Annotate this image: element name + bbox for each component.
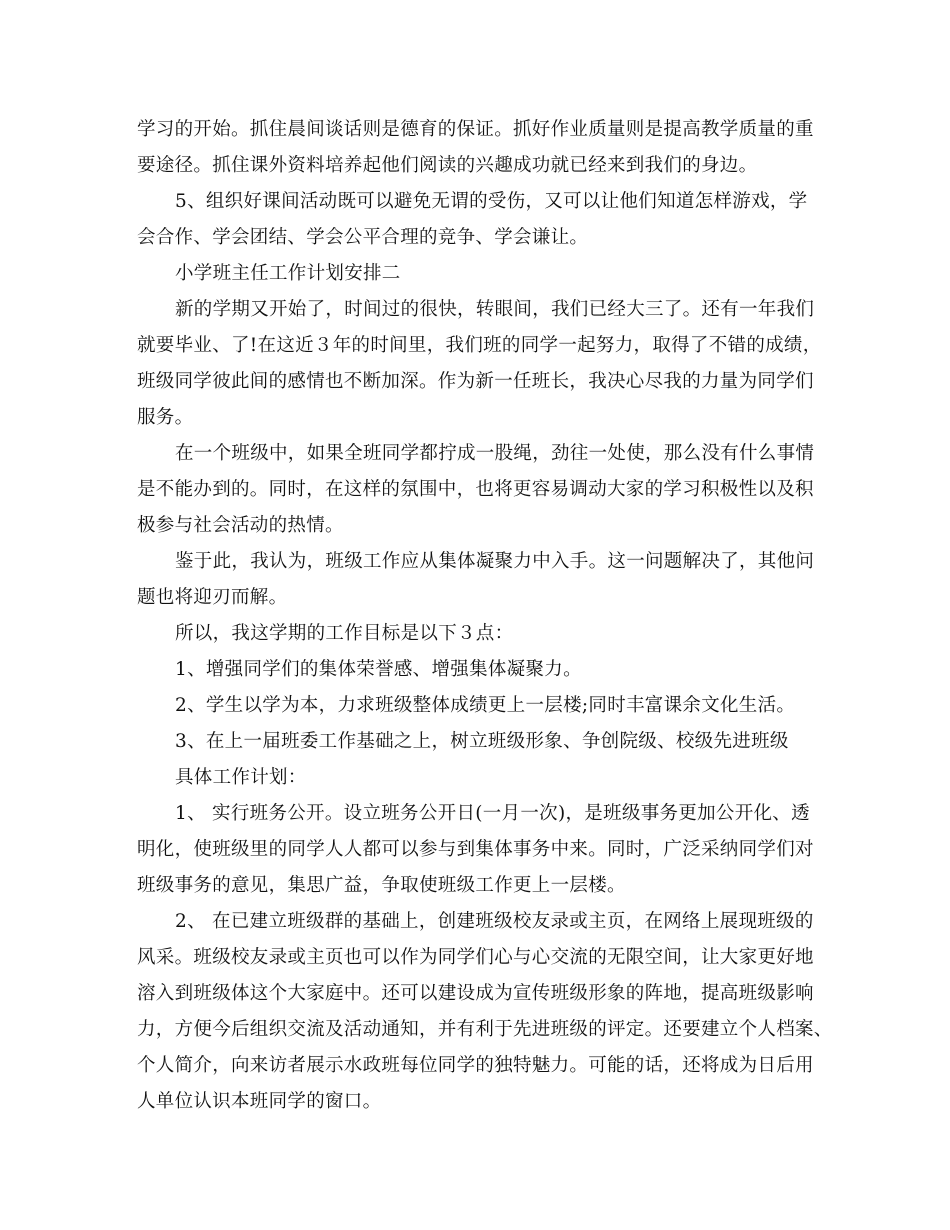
text-line: 所以，我这学期的工作目标是以下３点： <box>175 623 514 644</box>
text-line: 服务。 <box>137 407 194 428</box>
list-item: 2、 在已建立班级群的基础上，创建班级校友录或主页，在网络上展现班级的 <box>175 911 814 932</box>
text-line: 明化，使班级里的同学人人都可以参与到集体事务中来。同时，广泛采纳同学们对 <box>137 839 814 860</box>
text-line: 班级同学彼此间的感情也不断加深。作为新一任班长，我决心尽我的力量为同学们 <box>137 371 814 392</box>
text-line: 人单位认识本班同学的窗口。 <box>137 1091 382 1112</box>
text-line: 个人简介，向来访者展示水政班每位同学的独特魅力。可能的话，还将成为日后用 <box>137 1055 814 1076</box>
text-line: 题也将迎刃而解。 <box>137 587 288 608</box>
text-line: 5、组织好课间活动既可以避免无谓的受伤，又可以让他们知道怎样游戏，学 <box>175 191 808 212</box>
text-line: 风采。班级校友录或主页也可以作为同学们心与心交流的无限空间，让大家更好地 <box>137 947 814 968</box>
text-line: 学习的开始。抓住晨间谈话则是德育的保证。抓好作业质量则是提高教学质量的重 <box>137 119 814 140</box>
text-line: 溶入到班级体这个大家庭中。还可以建设成为宣传班级形象的阵地，提高班级影响 <box>137 983 814 1004</box>
list-item: 1、 实行班务公开。设立班务公开日(一月一次)，是班级事务更加公开化、透 <box>175 803 810 824</box>
text-line: 是不能办到的。同时，在这样的氛围中，也将更容易调动大家的学习积极性以及积 <box>137 479 814 500</box>
text-line: 鉴于此，我认为，班级工作应从集体凝聚力中入手。这一问题解决了，其他问 <box>175 551 815 572</box>
text-line: 新的学期又开始了，时间过的很快，转眼间，我们已经大三了。还有一年我们 <box>175 299 815 320</box>
list-item: 3、在上一届班委工作基础之上，树立班级形象、争创院级、校级先进班级 <box>175 731 789 752</box>
text-line: 力，方便今后组织交流及活动通知，并有利于先进班级的评定。还要建立个人档案、 <box>137 1019 833 1040</box>
text-line: 班级事务的意见，集思广益，争取使班级工作更上一层楼。 <box>137 875 626 896</box>
list-item: 1、增强同学们的集体荣誉感、增强集体凝聚力。 <box>175 659 582 680</box>
section-heading: 小学班主任工作计划安排二 <box>175 263 401 284</box>
text-line: 要途径。抓住课外资料培养起他们阅读的兴趣成功就已经来到我们的身边。 <box>137 155 758 176</box>
text-line: 会合作、学会团结、学会公平合理的竞争、学会谦让。 <box>137 227 589 248</box>
text-line: 具体工作计划： <box>175 767 307 788</box>
text-line: 在一个班级中，如果全班同学都拧成一股绳，劲往一处使，那么没有什么事情 <box>175 443 815 464</box>
text-line: 极参与社会活动的热情。 <box>137 515 344 536</box>
text-line: 就要毕业、了!在这近３年的时间里，我们班的同学一起努力，取得了不错的成绩， <box>137 335 822 356</box>
list-item: 2、学生以学为本，力求班级整体成绩更上一层楼;同时丰富课余文化生活。 <box>175 695 796 716</box>
